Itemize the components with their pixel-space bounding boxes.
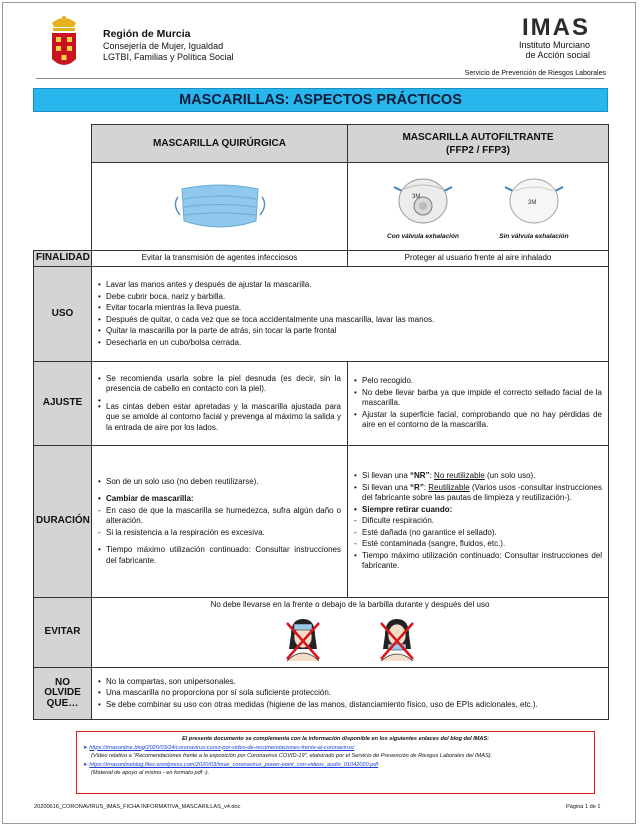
uso-item: • Debe cubrir boca, nariz y barbilla. xyxy=(98,292,602,303)
no-olvide-item: • Una mascarilla no proporciona por sí sola suficiente protección. xyxy=(98,688,602,699)
link-2[interactable]: https://imasonlineblog.files.wordpress.com/2020/03/imas_coronavirus_power-point_con-videos_audio_01042020.pdf xyxy=(89,761,379,768)
surgical-mask-icon xyxy=(170,175,270,235)
region-crest-logo xyxy=(48,13,80,75)
uso-item: • Quitar la mascarilla por la parte de atrás, sin tocar la parte frontal xyxy=(98,326,602,337)
change-title: • Cambiar de mascarilla: xyxy=(98,494,341,505)
remove-title: • Siempre retirar cuando: xyxy=(354,505,602,516)
no-olvide-label xyxy=(34,668,92,720)
link-1[interactable]: https://imasonline.blog/2020/03/24/coronavirus-curso-por-video-de-recomendaciones-frente-al-coronavirus/ xyxy=(89,744,355,751)
uso-item: • Evitar tocarla mientras la lleva puesta. xyxy=(98,303,602,314)
uso-content xyxy=(92,267,609,362)
single-use-note: • Son de un solo uso (no deben reutilizarse). xyxy=(98,477,341,488)
remove-item: - Dificulte respiración. xyxy=(354,516,602,527)
region-block xyxy=(103,28,234,63)
no-olvide-item: • Se debe combinar su uso con otras medidas (higiene de las manos, distanciamiento físico, uso de EPIs adicionales, etc.). xyxy=(98,700,602,711)
image-row xyxy=(34,163,609,251)
ajuste-surgical xyxy=(92,362,348,446)
no-olvide-row xyxy=(34,668,609,720)
ajuste-surgical-item: • Se recomienda usarla sobre la piel desnuda (es decir, sin la presencia de cabello en contacto con la piel). xyxy=(98,374,341,395)
page-title: MASCARILLAS: ASPECTOS PRÁCTICOS xyxy=(33,88,608,112)
no-olvide-list xyxy=(98,677,602,711)
image-row-label-cell xyxy=(34,163,92,251)
uso-list xyxy=(98,280,602,348)
arrow-icon: ➤ xyxy=(83,761,90,768)
finalidad-surgical: Evitar la transmisión de agentes infecciosos xyxy=(92,251,348,267)
ajuste-ffp-item: • Ajustar la superficie facial, comprobando que no hay pérdidas de aire en el contorno de la mascarilla. xyxy=(354,410,602,431)
duracion-surgical-list xyxy=(98,477,341,488)
max-time-surgical: • Tiempo máximo utilización continuado: Consultar instrucciones del fabricante. xyxy=(98,545,341,566)
evitar-figures xyxy=(98,615,602,663)
nr-prefix: Si llevan una xyxy=(362,471,411,481)
ajuste-surgical-list xyxy=(98,374,341,434)
finalidad-row xyxy=(34,251,609,267)
spacer xyxy=(98,488,341,493)
imas-line-1: Instituto Murciano xyxy=(518,40,590,50)
imas-logo: IMAS xyxy=(522,14,590,41)
uso-row xyxy=(34,267,609,362)
r-item xyxy=(354,483,602,504)
max-time-block xyxy=(98,545,341,566)
r-prefix: Si llevan una xyxy=(362,482,411,492)
imas-line-2: de Acción social xyxy=(525,50,590,60)
ajuste-surgical-item: • Las cintas deben estar apretadas y la mascarilla ajustada para que se amolde al contorno facial y prevenga al máximo la salida y la entrada de aire por los lados. xyxy=(98,402,341,434)
evitar-label: EVITAR xyxy=(34,598,92,668)
max-time-ffp: • Tiempo máximo utilización continuado: Consultar instrucciones del fabricante. xyxy=(354,551,602,572)
remove-item: - Esté contaminada (sangre, fluidos, etc.). xyxy=(354,539,602,550)
ajuste-label: AJUSTE xyxy=(34,362,92,446)
duracion-surgical xyxy=(92,446,348,598)
department-line-2: LGTBI, Familias y Política Social xyxy=(103,52,234,62)
surgical-image-cell xyxy=(92,163,348,251)
nr-item xyxy=(354,471,602,482)
no-olvide-item: • No la compartas, son unipersonales. xyxy=(98,677,602,688)
ffp-without-valve xyxy=(499,171,569,243)
masks-table xyxy=(33,124,609,720)
ffp-mask-with-valve-icon xyxy=(388,171,458,229)
mask-under-chin-crossed-icon xyxy=(375,615,419,663)
r-suffix: (Varios usos -consultar instrucciones del fabricante sobre las pautas de limpieza y reutilización-). xyxy=(362,482,602,503)
ajuste-ffp-item: • No debe llevar barba ya que impide el correcto sellado facial de la mascarilla. xyxy=(354,388,602,409)
uso-item: • Desecharla en un cubo/bolsa cerrada. xyxy=(98,338,602,349)
spacer xyxy=(98,539,341,544)
nr-sep: : xyxy=(429,471,435,481)
ajuste-ffp xyxy=(348,362,609,446)
change-block xyxy=(98,494,341,505)
r-code: “R” xyxy=(410,482,424,492)
ffp-images xyxy=(354,171,602,243)
evitar-text: No debe llevarse en la frente o debajo de la barbilla durante y después del uso xyxy=(210,600,490,609)
svg-text:3M: 3M xyxy=(527,199,537,206)
link-2-note: (Material de apoyo al mismo - en formato pdf -). xyxy=(91,770,210,777)
duracion-row xyxy=(34,446,609,598)
no-olvide-content xyxy=(92,668,609,720)
change-items xyxy=(98,506,341,539)
uso-label: USO xyxy=(34,267,92,362)
evitar-row xyxy=(34,598,609,668)
no-olvide-label-line-1: NO OLVIDE xyxy=(44,676,81,699)
link-2-line xyxy=(83,761,588,770)
nr-value: No reutilizable xyxy=(434,471,485,481)
caption-without-valve: Sin válvula exhalación xyxy=(499,233,569,240)
max-time-ffp-block xyxy=(354,551,602,572)
surgical-column-header: MASCARILLA QUIRÚRGICA xyxy=(92,125,348,163)
link-1-line xyxy=(83,744,588,753)
uso-item: • Lavar las manos antes y después de ajustar la mascarilla. xyxy=(98,280,602,291)
ajuste-ffp-list xyxy=(354,376,602,431)
spacer xyxy=(98,396,341,401)
ffp-image-cell xyxy=(348,163,609,251)
duracion-label: DURACIÓN xyxy=(34,446,92,598)
change-item: - Si la resistencia a la respiración es excesiva. xyxy=(98,528,341,539)
footer-page-number: Página 1 de 1 xyxy=(566,804,601,810)
r-sep: : xyxy=(423,482,429,492)
remove-items xyxy=(354,516,602,550)
header-divider xyxy=(36,78,604,79)
finalidad-ffp: Proteger al usuario frente al aire inhalado xyxy=(348,251,609,267)
mask-on-forehead-crossed-icon xyxy=(281,615,325,663)
nr-code: “NR” xyxy=(410,471,430,481)
no-olvide-label-line-2: QUE… xyxy=(46,697,79,709)
r-value: Reutilizable xyxy=(428,482,470,492)
region-name: Región de Murcia xyxy=(103,28,191,40)
caption-with-valve: Con válvula exhalación xyxy=(387,233,459,240)
remove-item: - Esté dañada (no garantice el sellado). xyxy=(354,528,602,539)
uso-item: • Después de quitar, o cada vez que se toca accidentalmente una mascarilla, lavar las manos. xyxy=(98,315,602,326)
department-line-1: Consejería de Mujer, Igualdad xyxy=(103,41,224,51)
duracion-ffp-list xyxy=(354,471,602,515)
ffp-with-valve xyxy=(387,171,459,243)
ajuste-ffp-item: • Pelo recogido. xyxy=(354,376,602,387)
svg-text:3M: 3M xyxy=(411,193,421,200)
corner-cell xyxy=(34,125,92,163)
ffp-header-line-2: (FFP2 / FFP3) xyxy=(446,144,510,156)
column-header-row xyxy=(34,125,609,163)
links-intro: El presente documento se complementa con la información disponible en los siguientes enlaces del blog del IMAS: xyxy=(181,736,490,742)
finalidad-label: FINALIDAD xyxy=(34,251,92,267)
ffp-column-header xyxy=(348,125,609,163)
service-name: Servicio de Prevención de Riesgos Laborales xyxy=(464,70,606,77)
ffp-header-line-1: MASCARILLA AUTOFILTRANTE xyxy=(402,131,554,143)
nr-suffix: (un solo uso). xyxy=(484,471,536,481)
evitar-content xyxy=(92,598,609,668)
duracion-ffp xyxy=(348,446,609,598)
imas-block xyxy=(406,16,606,78)
change-item: - En caso de que la mascarilla se humedezca, sufra algún daño o alteración. xyxy=(98,506,341,527)
ajuste-row xyxy=(34,362,609,446)
arrow-icon: ➤ xyxy=(83,744,90,751)
ffp-mask-without-valve-icon xyxy=(499,171,569,229)
links-box xyxy=(76,731,595,794)
link-1-note: (Vídeo relativo a “Recomendaciones frente a la exposición por Coronavirus COVID-19”, elaborado por el Servicio de Prevención de Riesgos Laborales del IMAS). xyxy=(91,753,493,760)
footer-filename: 20200616_CORONAVIRUS_IMAS_FICHA INFORMATIVA_MASCARILLAS_v4.doc xyxy=(34,804,241,810)
